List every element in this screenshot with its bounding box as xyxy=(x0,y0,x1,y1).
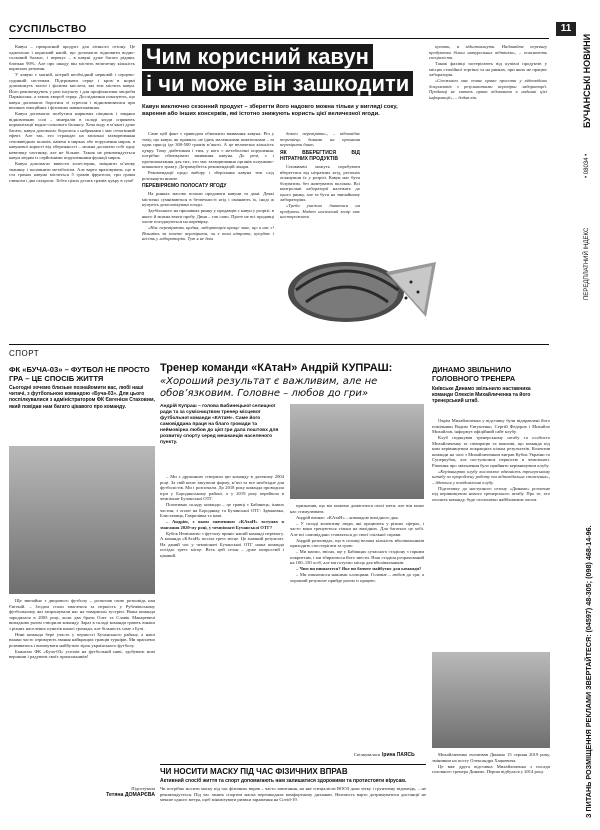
paragraph: Андрій розповідає, що в селищі велика кількість вболівальників приходить спостерігати за грою. xyxy=(290,537,424,548)
kuprash-title: Тренер команди «КАтаН» Андрій КУПРАШ: xyxy=(160,362,393,374)
index-label: • 08034 • xyxy=(584,153,590,178)
watermelon-col1 xyxy=(9,44,135,322)
paragraph: Бажаємо ФК «Буча-03» успіхів на футбольній ниві, здобувати нові вершини і радувати своїх прихильників! xyxy=(9,648,155,659)
kuprash-author: Ірина ПАЯСЬ xyxy=(382,752,415,758)
paragraph: Споживачі можуть спробувати вберегтися від нітратних ягід, регіонах оглянувши їх у розрізі. Кавун має бути білуватим, без жовтуватих волокон. Всі контрольні лабораторії належать до цього ринку, але за бути на звичайному лабораторіях. xyxy=(280,164,360,203)
mask-lead: Активний спосіб життя та спорт допомагають нам залишатися здоровими та протистояти вірусам. xyxy=(160,778,407,784)
paragraph: Позитивно складу команди – це гравці з Бабинець, інших частин, з оплат на Бородянку та Бучанської ОТГ: Здвижівка, Блиставиця, Гаврилівка та інші. xyxy=(160,502,284,518)
paragraph: – Ми з дружиною створили цю команду в далекому 2004 році. За свій кошт закупили форму, м’ячі та все необхідне для футболістів. Ми і розпочали. До 2018 року команда проводила ігри у Бородянському районі, а у 2019 році перейшла в чемпіонат Бучанської ОТГ. xyxy=(160,474,284,501)
kuprash-lead: Андрій Купраш – голова Бабинецької селищної ради та за сумісництвом тренер місцевої футбольної команди «КАтаН». Саме його самовіддана праця на благо громади та неймовірна любов до цієї гри дала поштовх для розвитку спорту серед мешканців населеного пункту. xyxy=(160,404,279,445)
title-line: Чим корисний кавун xyxy=(142,44,373,69)
watermelon-col2 xyxy=(142,131,274,322)
page-number: 11 xyxy=(556,22,576,36)
kuprash-col1 xyxy=(160,474,284,758)
subscription-label: ПЕРЕДПЛАТНИЙ ІНДЕКС xyxy=(584,227,590,300)
watermelon-title xyxy=(142,44,424,96)
dynamo-text-b xyxy=(432,752,550,824)
subheading: ПЕРЕВІРЯЄМО ПОЛОСАТУ ЯГОДУ xyxy=(142,183,227,189)
title-line: і чи може він зашкодити xyxy=(142,71,413,96)
question: – Чим ви пишаєтеся? Яке ви бачите майбутнє для команди? xyxy=(296,566,422,571)
watermelon-illustration xyxy=(276,232,446,324)
dynamo-text-a xyxy=(432,418,550,650)
paragraph: Окрім Михайличенка у відставку були відправлені його помічники Вадим Євтушенко, Сергій Федоров і Михайло Михайлов, інформує офіційний сайт клубу. xyxy=(432,418,550,434)
paragraph: купити, а відштовхнути. Надавайте перевагу продуктам більш натуральних відтінків», – пояснюють спеціалісти. xyxy=(429,44,547,60)
paragraph: Кавун – прекрасний продукт для літнього сезону. Це одночасно і корисний напій, що допомагає відновити водно-сольовий баланс, і перекус – в кавуні дуже багато рідини, близько 90%. Але про шкоду він містить величезну кількість корисних речовин. xyxy=(9,44,135,71)
paragraph: – Ми пишаємося нашими хлопцями. Головне – любов до гри, а хороший результат прийде разом із працею. xyxy=(290,572,424,583)
paragraph: Кавун допомагає позбутися ниркових піщинок і завдяки відновленню солі – мінералів в складі ягоди сприяють нормалізації водно-сольового балансу. Хоча воду в м’якоті дуже багато, кавун допомагає боротися з набряками і має сечогінний ефект. Але так, хто страждає на запальні захворювання сечовивідних шляхів, камені в нирках або порушення нирок, в кавунової користі від обережності – можна досипати собі одну невелику частинку, але не більше. Також не рекомендується кавун людям із серйозними порушеннями функції нирок. xyxy=(9,111,135,160)
paragraph: Нині команда бере участь у першості Бучанського району, а наші юнаки часто отримують звання найкращих гравців турнірів. Ми прагнемо розвиватись і виховувати майбутніх зірок українського футболу. xyxy=(9,631,155,648)
paragraph: Кавун допомагає вивести холестерин, зміцнити м’язову тканину і поповнити метаболізм. Але варто враховувати, що в ста грамах кавуна міститься 5 грамів фруктози, три грами глюкози і два сахарози. Тобто цілих десять грамів цукру в сумі! xyxy=(9,161,135,183)
section-header-society: СУСПІЛЬСТВО xyxy=(9,24,87,35)
paragraph: Андрій визнає: «КАтаН» – командою вихідного дня. xyxy=(296,514,399,520)
paragraph: Кубок Немішаєво з футзалу приніс нашій команді перемогу. А команда «КАтаН» посіла третє місце. Це значний результат. На даний час у чемпіонаті Бучанської ОТГ наша команда посідає третє місце. Весь цей сезон – дуже непростий і цікавий. xyxy=(160,530,284,558)
newspaper-name: БУЧАНСЬКІ НОВИНИ xyxy=(582,33,592,128)
paragraph: призначив, що ми можемо домагатися своєї мети, але він може нас стимулювати. xyxy=(290,503,424,514)
paragraph: «Споживач має повне право просити у відповідних документів з результатами перевірки лабораторії. Продавці не мають права відмовити в наданні цієї інформації», – додав він. xyxy=(429,78,547,100)
paragraph: «Треба уважно дивитися на продукти. Надто насичений колір має насторожити xyxy=(280,203,360,220)
question: – Андрію, з яким значенням «КАтаН» вступав в змагання 2020-му році, у чемпіонаті Бучанської ОТГ? xyxy=(160,519,284,530)
kuprash-team-photo xyxy=(290,404,424,499)
paragraph: Це вже друга відставка Михайличенка з посади головного тренера Динамо. Перша відбулася у 2014 році. xyxy=(432,763,550,774)
mask-box xyxy=(160,764,426,827)
fc-title: ФК «БУЧА-03» – ФУТБОЛ НЕ ПРОСТО ГРА – ЦЕ СПОСІБ ЖИТТЯ xyxy=(9,365,150,383)
fc-author-role: Підготувала xyxy=(131,786,155,791)
paragraph: Підготовку до наступного сезону «Динамо» розпочне під керівництвом нового тренерського штабу. Про те, хто очолить команду, буде оголошено найближчим часом. xyxy=(432,485,550,502)
watermelon-col4 xyxy=(429,44,547,204)
paragraph: дозвіл перевіряти», – відповідає торговець динями на прохання перевірити диню. xyxy=(280,131,360,147)
paragraph: Клуб подякував тренерському штабу та особисто Михайличенку за співпрацю та важливі, що команда під ним керівництвом покращила кілька результатів. Колектив команди на чолі з Михайличенком виграв Кубок України та Суперкубок, але поступилися першістю в чемпіонаті. Рішення про звільнення було прийнято керівництвом клубу. xyxy=(432,435,550,468)
subheading: ЯК ВБЕРЕГТИСЯ ВІД НІТРАТНИХ ПРОДУКТІВ xyxy=(280,149,360,162)
right-sidebar xyxy=(578,0,600,830)
mask-title: ЧИ НОСИТИ МАСКУ ПІД ЧАС ФІЗИЧНИХ ВПРАВ xyxy=(160,767,348,776)
paragraph: – У складі колективу люди, які працюють у різних сферах, і часто вони тренуються тільки на вихідних. Для багатьох це хобі. Але всі самовіддано ставляться до своєї спільної справи. xyxy=(290,520,424,537)
sport-rule xyxy=(9,344,549,345)
paragraph: Саме цей факт є приводом обмежити вживання кавуна. Річ у тому, що кавун, як правило, не їдять маленькими шматочками – за один присід їде 300-500 грамів м’якоті. А це величезна кількість цукру. Тому діабетикам і тим, у кого є метаболічні порушення, потрібно обмежувати вживання кавуна. До речі, є і протипоказання для тих, хто має захворювання органів шлунково-кишкового тракту. Дотримуйтесь рекомендацій лікаря. xyxy=(142,131,274,169)
paragraph: Здебільшого на прилавках ринку у продавців є кавун у розрізі, в якого й можна взяти пробу. Диня – так само. Проте не всі продавці охоче погоджуються на перевірку. xyxy=(142,208,274,225)
fc-lead: Сьогодні хочемо близьке познайомити вас, любі наші читачі, з футбольною командою «Буча-03». Для цього поспілкувалися з адміністратором ФК Євгенієм Стаховим, який повідав нам багато цікавого про команду. xyxy=(9,385,155,410)
paragraph: Ще звичайно з дворового футболу – розпочав свою розповідь пан Євгеній. – Згодом стали змагатися за першість у Рубежівському футбольному, які запрошували нас на товариські зустрічі. Наша команда зародилася в 2003 році, коли два брати Олег та Славік Макаревичі випадково разом створили команду. Зараз в складі команди грають юнаки з різних населених пунктів нашої громади, але більшість саме з Бучі. xyxy=(9,598,155,631)
paragraph: «Керівництво клубу висловлює вдячність тренерському штабу за пророблену роботу та відповідальне ставлення», – йдеться у повідомленні клубу. xyxy=(432,468,550,485)
dynamo-coach-photo xyxy=(432,652,550,748)
fc-team-photo xyxy=(9,446,155,594)
kuprash-author-role: Спілкувалася xyxy=(353,752,380,757)
kuprash-quote: «Хороший результат є важливим, але не обов’язковим. Головне – любов до гри» xyxy=(160,376,378,399)
section-header-sport: СПОРТ xyxy=(9,349,40,358)
fc-author: Тетяна ДОМАРЄВА xyxy=(106,792,155,798)
ads-contacts: З ПИТАНЬ РОЗМІЩЕННЯ РЕКЛАМИ ЗВЕРТАЙТЕСЯ: (04597) 48-305; (098) 468-14-96. xyxy=(584,525,593,818)
paragraph: – Ми маємо, звісно, ще у Бабинцях сучасного стадіону з гарним покриттям, і ми збираємося його звести. Наш стадіон розрахований на 100–150 осіб, але ми готуємо місця для вболівальників. xyxy=(290,549,424,565)
watermelon-col3 xyxy=(280,131,360,241)
paragraph: Також фахівці застерігають від купівлі продуктів у місцях стихійної торгівлі та на ринках, при яких не працює лабораторія. xyxy=(429,61,547,77)
fc-text xyxy=(9,598,155,786)
dynamo-title: ДИНАМО ЗВІЛЬНИЛО ГОЛОВНОГО ТРЕНЕРА xyxy=(432,365,516,383)
mask-text: Чи потрібно носити маску під час фізичних вправ – часто запитання, на яке спеціалісти ВООЗ дали чітку і грунтовну відповідь, – не рекомендується. Під час занять спортом маска перешкоджає комфортному диханню. Натомість варто дотримуватися дистанції не менше одного метра, щоб мінімізувати ризики зараження на Covid-19. xyxy=(160,786,426,802)
paragraph: У кавуні є магній, котрий необхідний нервовій і серцево-судинній системам. Підтримати серце і кров в нормі допоможуть залізо і фолієва кислота, які теж містить кавун. Його рекомендують у разі інсульту і для профілактики хвороби Паркінсона, а також хвороб серця. Дослідження показують, що кавун допомагає боротися зі стресом і відновлюватися при великих емоційних і фізичних навантаженнях. xyxy=(9,72,135,110)
watermelon-lead: Кавун виключно сезонний продукт – зберегти його надовго можна тільки у вигляді соку, варення або інших консервів, які істотно знижують користь цієї величезної ягоди. xyxy=(142,104,398,117)
paragraph: Рекомендації щодо вибору і зберігання кавуна теж слід розглянути нижче. xyxy=(142,170,274,181)
paragraph: На ринках масово почали продавати кавуни та дині. Деякі містичні сумніваються в безпечності ягід і оманають їх, іноді ж купують довгоочікувані плоди. xyxy=(142,191,274,208)
kuprash-col2 xyxy=(290,503,424,749)
header-rule xyxy=(9,38,549,39)
dynamo-lead: Київське Динамо звільнило наставника команди Олексія Михайличенка та його тренерський штаб. xyxy=(432,386,531,405)
paragraph: «Нас перевіряють щодня, лабораторія краще знає, що в нас є! Візьміть за хочете перевірити, чи є там нітрати, купуйте і несіть у лабораторію. Тут я не дам xyxy=(142,225,274,242)
paragraph: Михайличенко очолював Динамо 15 серпня 2019 року, змінивши на посту Олександра Хацкевича. xyxy=(432,752,550,763)
